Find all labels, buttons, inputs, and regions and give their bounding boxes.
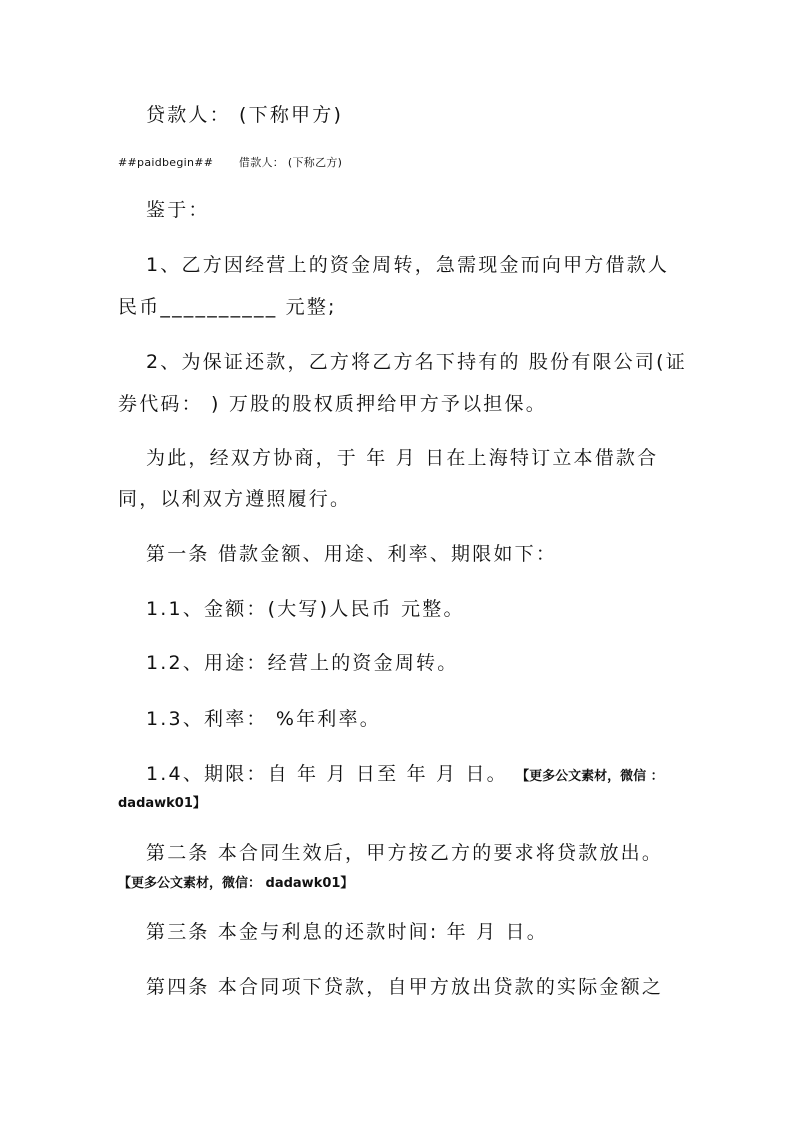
item-1-4-text: 1.4、期限：自 年 月 日至 年 月 日。 bbox=[146, 763, 508, 785]
article-2: 第二条 本合同生效后，甲方按乙方的要求将贷款放出。 bbox=[146, 842, 664, 864]
borrower-line: 借款人： (下称乙方) bbox=[238, 156, 343, 169]
clause-2-line-1: 2、为保证还款，乙方将乙方名下持有的 股份有限公司(证 bbox=[146, 351, 687, 373]
item-1-1: 1.1、金额：(大写)人民币 元整。 bbox=[146, 598, 465, 620]
paidbegin-marker: ##paidbegin## bbox=[118, 156, 214, 169]
item-1-3: 1.3、利率： %年利率。 bbox=[146, 708, 381, 730]
borrower-row bbox=[118, 157, 342, 168]
item-1-2: 1.2、用途：经营上的资金周转。 bbox=[146, 652, 459, 674]
article-3: 第三条 本金与利息的还款时间: 年 月 日。 bbox=[146, 921, 548, 943]
promo-text-1a: 【更多公文素材，微信 ： bbox=[516, 769, 664, 784]
whereas-line: 鉴于： bbox=[146, 199, 210, 221]
clause-2-line-2: 券代码： ) 万股的股权质押给甲方予以担保。 bbox=[118, 393, 547, 415]
article-4: 第四条 本合同项下贷款，自甲方放出贷款的实际金额之 bbox=[146, 976, 664, 998]
promo-text-2: 【更多公文素材，微信： dadawk01】 bbox=[118, 876, 354, 891]
item-1-4 bbox=[118, 765, 664, 784]
promo-text-1b: dadawk01】 bbox=[118, 796, 206, 811]
clause-1-line-1: 1、乙方因经营上的资金周转，急需现金而向甲方借款人 bbox=[146, 254, 670, 276]
agreement-line-1: 为此，经双方协商，于 年 月 日在上海特订立本借款合 bbox=[146, 447, 659, 469]
lender-line: 贷款人： (下称甲方) bbox=[146, 104, 344, 126]
clause-1-line-2: 民币__________ 元整; bbox=[118, 296, 337, 318]
agreement-line-2: 同，以利双方遵照履行。 bbox=[118, 488, 352, 510]
article-1-heading: 第一条 借款金额、用途、利率、期限如下： bbox=[146, 543, 558, 565]
